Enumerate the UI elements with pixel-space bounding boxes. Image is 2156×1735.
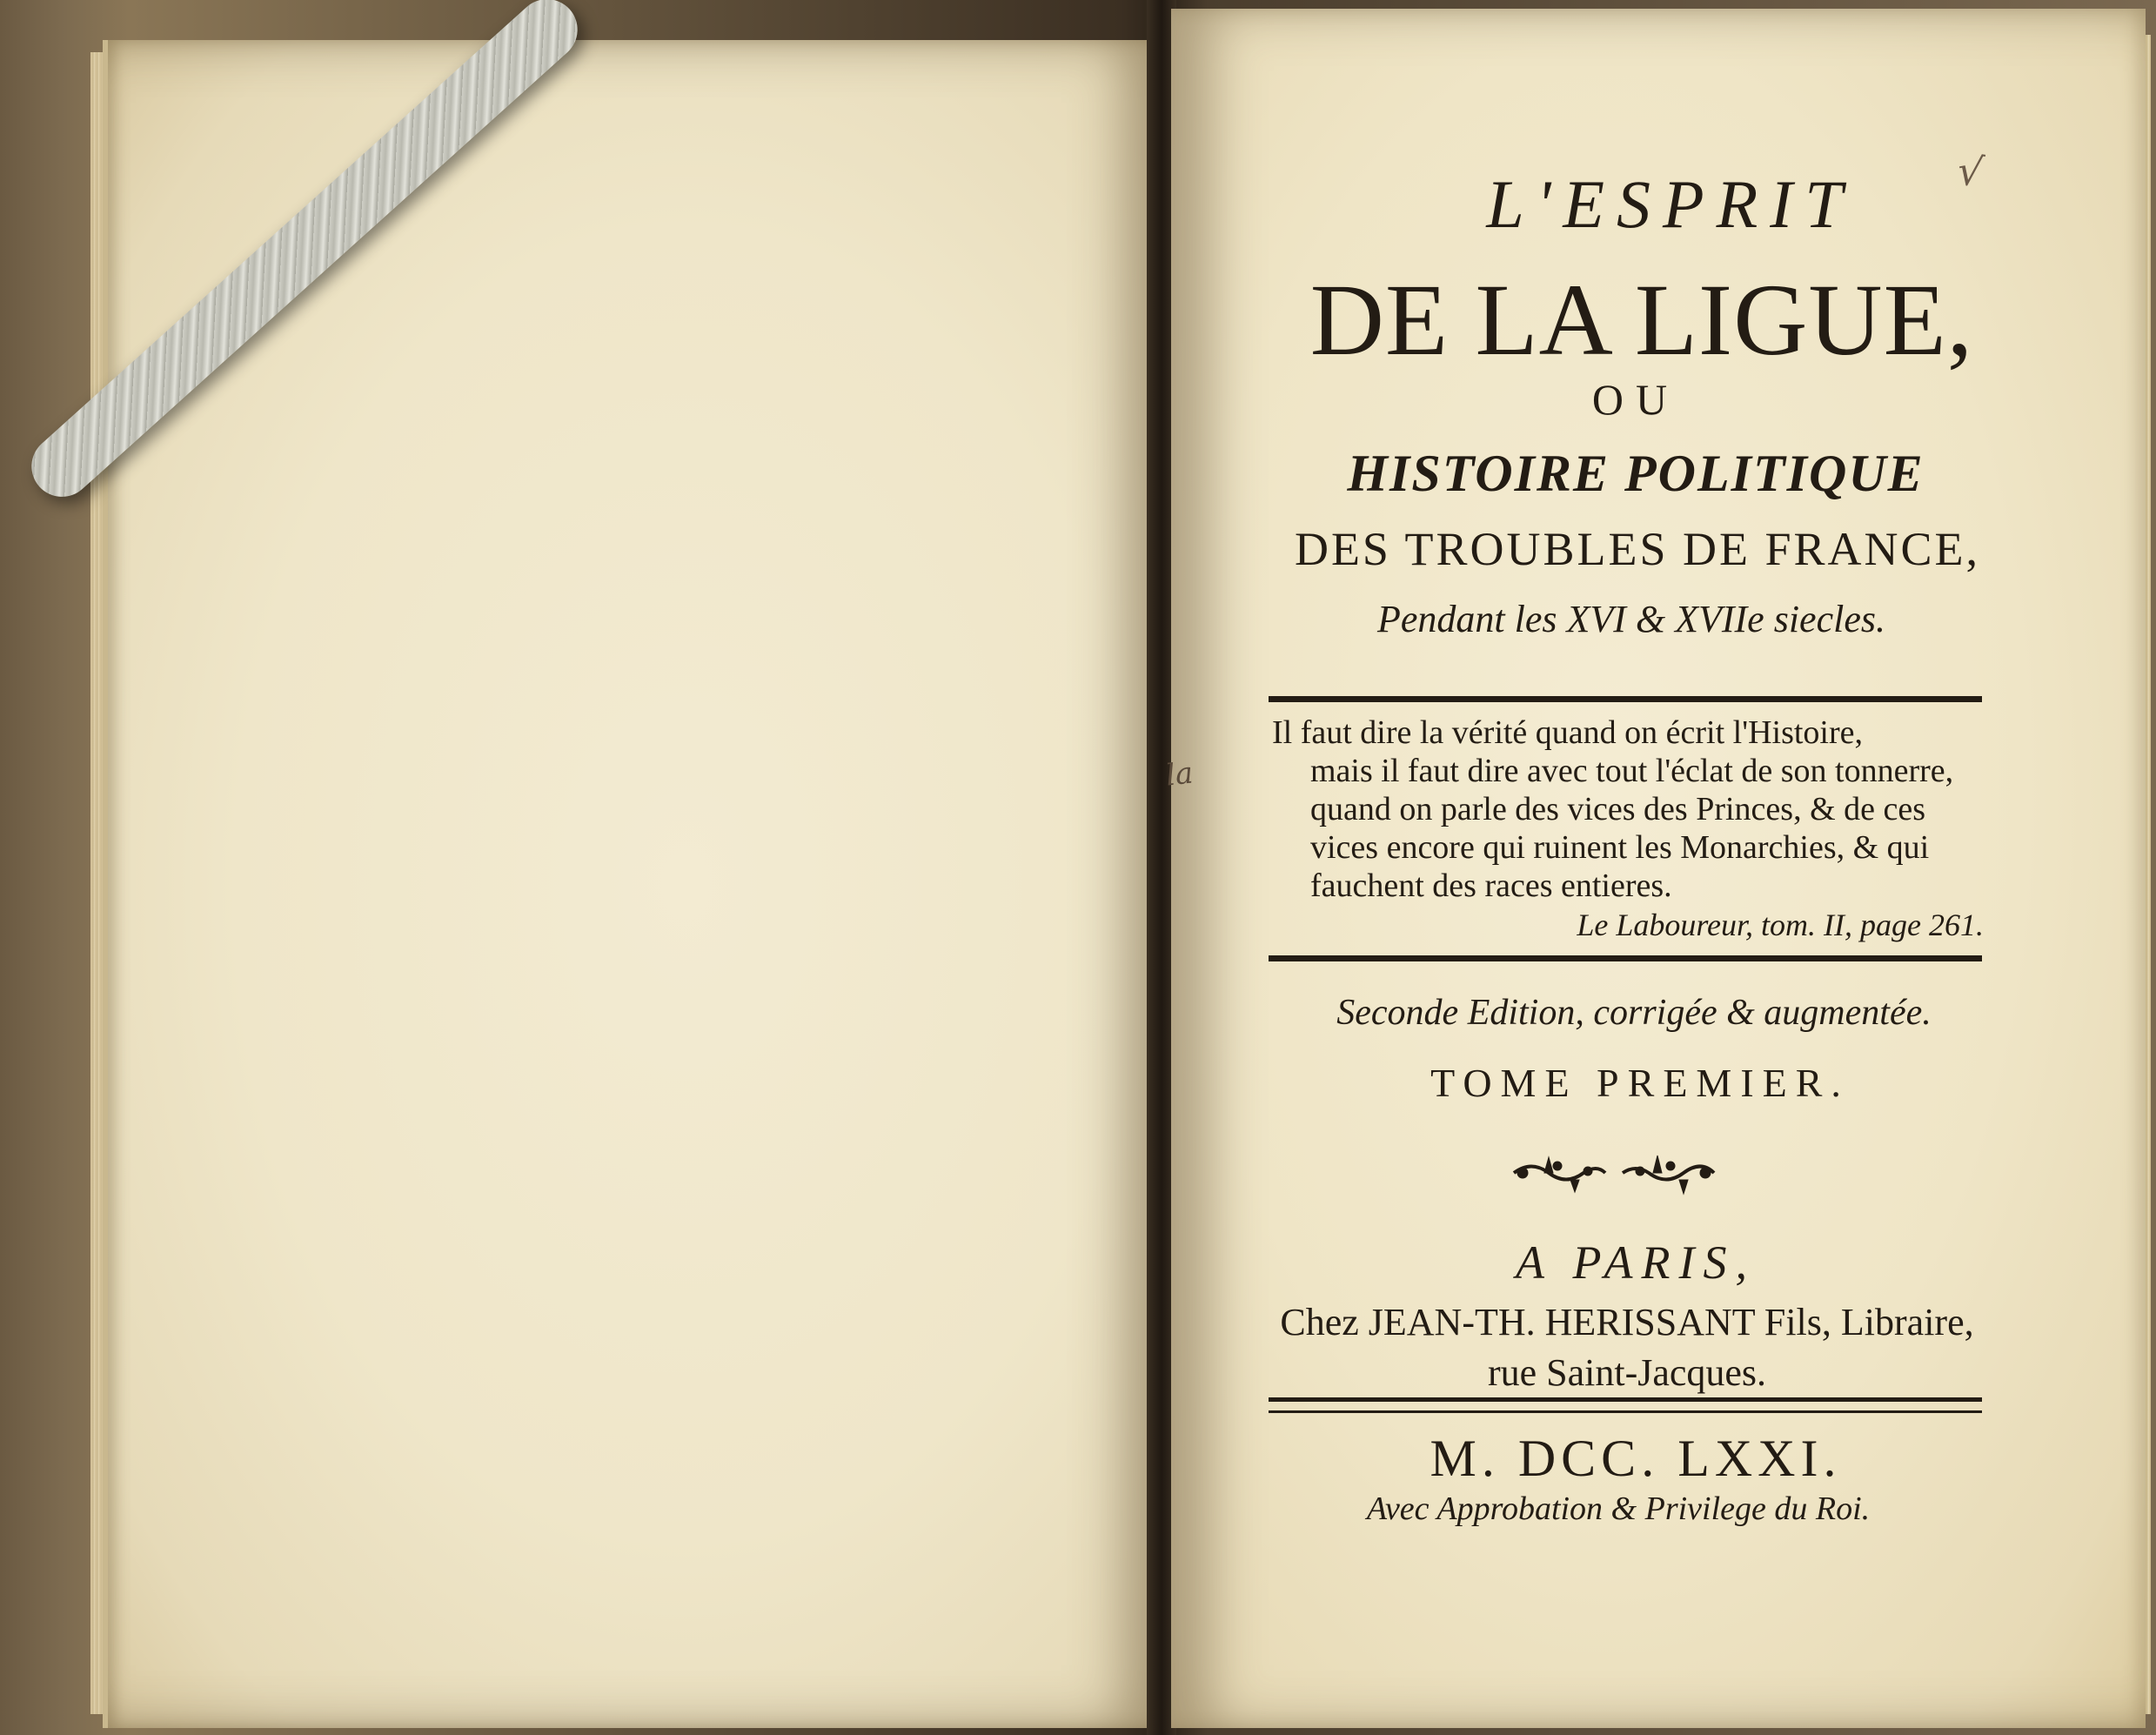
title-line-3: OU — [1591, 375, 1680, 424]
imprint-place: A PARIS, — [1516, 1236, 1756, 1289]
epigraph — [1272, 713, 1985, 905]
handwritten-margin-note: la — [1163, 755, 1195, 794]
title-line-1: L'ESPRIT — [1486, 166, 1855, 242]
rule-middle — [1269, 955, 1982, 961]
fleuron-ornament — [1505, 1147, 1723, 1199]
title-line-6: Pendant les XVI & XVIIe siecles. — [1376, 598, 1885, 640]
imprint-date: M. DCC. LXXI. — [1430, 1430, 1842, 1487]
epigraph-attribution: Le Laboureur, tom. II, page 261. — [1577, 908, 1984, 942]
title-line-2: DE LA LIGUE, — [1309, 263, 1974, 377]
epigraph-line: mais il faut dire avec tout l'éclat de son tonnerre, — [1310, 753, 1954, 789]
imprint-address: rue Saint-Jacques. — [1487, 1351, 1767, 1394]
epigraph-line: fauchent des races entieres. — [1310, 868, 1672, 904]
rule-bottom — [1269, 1397, 1982, 1413]
title-line-5: DES TROUBLES DE FRANCE, — [1294, 523, 1981, 575]
epigraph-line: quand on parle des vices des Princes, & de ces — [1310, 791, 1926, 827]
check-mark-icon: √ — [1954, 146, 1986, 197]
volume-label: TOME PREMIER. — [1430, 1061, 1850, 1105]
show-through-shadow — [369, 475, 1065, 997]
imprint-publisher: Chez JEAN-TH. HERISSANT Fils, Libraire, — [1280, 1301, 1974, 1343]
rule-top — [1269, 696, 1982, 702]
edition-statement: Seconde Edition, corrigée & augmentée. — [1336, 993, 1932, 1033]
imprint-approbation: Avec Approbation & Privilege du Roi. — [1366, 1490, 1871, 1527]
epigraph-line: vices encore qui ruinent les Monarchies, & qui — [1310, 829, 1930, 866]
title-line-4: HISTOIRE POLITIQUE — [1347, 445, 1925, 502]
epigraph-line: Il faut dire la vérité quand on écrit l'Histoire, — [1272, 714, 1863, 751]
